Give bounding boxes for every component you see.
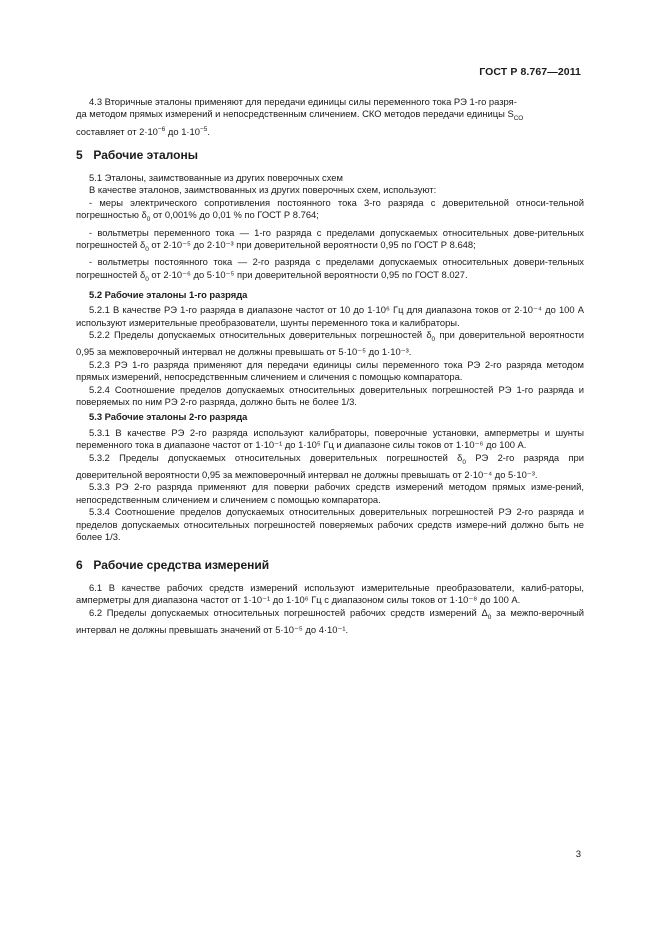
para-4-3-line2: да методом прямых измерений и непосредственным сличением. СКО методов передачи единицы S [76,108,514,120]
para-5-1: 5.1 Эталоны, заимствованные из других поверочных схем [89,172,343,183]
document-header: ГОСТ Р 8.767—2011 [479,66,581,78]
para-6-1: 6.1 В качестве рабочих средств измерений используют измерительные преобразователи, калиб-раторы, амперметры для диапазона частот от 1·10⁻¹ до 1·10⁶ Гц с диапазоном силы токов от 1·10⁻⁸ до 100 А. [76,582,584,606]
para-5-2-3: 5.2.3 РЭ 1-го разряда применяют для передачи единицы силы переменного тока РЭ 2-го разряда методом прямых измерений, непосредственным сличением и сличения с помощью компаратора. [76,358,584,383]
para-5-3-4: 5.3.4 Соотношение пределов допускаемых относительных доверительных погрешностей РЭ 2-го разряда и пределов допускаемых относительных погрешностей поверяемых рабочих средств измере-ний должно быть не более 1/3. [76,506,584,542]
section-6-number: 6 [76,558,83,572]
section-5-title: Рабочие эталоны [93,148,198,162]
para-5-2-2: 5.2.2 Пределы допускаемых относительных доверительных погрешностей $\delta_0$ при доверительной вероятности 0,95 за межповерочный интервал не должны превышать от 5·10⁻⁵ до 1·10⁻³. [76,329,584,358]
page-number: 3 [575,849,581,860]
section-5-body [76,172,584,543]
para-5-2-4: 5.2.4 Соотношение пределов допускаемых относительных доверительных погрешностей РЭ 1-го разряда и поверяемых по ним РЭ 2-го разряда, должно быть не более 1/3. [76,383,584,407]
section-6-title: Рабочие средства измерений [93,558,270,572]
section-6-heading [76,558,269,572]
para-4-3-line1: 4.3 Вторичные эталоны применяют для передачи единицы силы переменного тока РЭ 1-го разря- [89,96,517,107]
list-item-1: - меры электрического сопротивления постоянного тока 3-го разряда с доверительной относи-тельной погрешностью $\delta_0$ от 0,001% до 0,01 % по ГОСТ Р 8.764; [76,196,584,224]
subsection-5-3-heading: 5.3 Рабочие эталоны 2-го разряда [89,411,248,423]
para-5-3-3: 5.3.3 РЭ 2-го разряда применяют для поверки рабочих средств измерений методом прямых изме-рений, непосредственным сличением и сличением с помощью компаратора. [76,481,584,505]
para-4-3-line3a: составляет от 2·10 [76,125,158,137]
list-item-2: - вольтметры переменного тока — 1-го разряда с пределами допускаемых относительных дове-рительных погрешностей $\delta_0$ от 2·10⁻⁵ до 2·10⁻³ при доверительной вероятности 0,95 по ГОСТ Р 8.648; [76,226,584,253]
para-5-2-1: 5.2.1 В качестве РЭ 1-го разряда в диапазоне частот от 10 до 1·10⁶ Гц для диапазона токов от 2·10⁻⁴ до 100 А используют измерительные преобразователи, шунты переменного тока и калибраторы. [76,304,584,328]
paragraph-4-3: 4.3 Вторичные эталоны применяют для передачи единицы силы переменного тока РЭ 1-го разря- да методом прямых измерений и непосредственным сличением. СКО методов передачи единицы $S_{СО}$ составляет от $2\cdot 10^{-6}$ до $1\cdot 10^{-5}$. [76,96,524,137]
section-5-number: 5 [76,148,83,162]
para-5-3-1: 5.3.1 В качестве РЭ 2-го разряда используют калибраторы, поверочные установки, амперметры и шунты переменного тока в диапазоне частот от 1·10⁻¹ до 1·10⁵ Гц и диапазоне силы токов от 1·10⁻⁶ до 100 А. [76,426,584,451]
para-5-1-intro: В качестве эталонов, заимствованных из других поверочных схем, используют: [89,184,437,196]
para-4-3-line3b: до 1·10 [165,125,200,137]
subsection-5-2-heading: 5.2 Рабочие эталоны 1-го разряда [89,288,248,300]
subscript-co: СО [513,115,524,123]
section-5-heading [76,148,198,162]
para-6-2: 6.2 Пределы допускаемых относительных погрешностей рабочих средств измерений $\Delta_0$ за межпо-верочный интервал не должны превышать значений от 5·10⁻⁵ до 4·10⁻¹. [76,606,584,636]
section-6-body [76,582,584,637]
para-5-3-2: 5.3.2 Пределы допускаемых относительных доверительных погрешностей $\delta_0$ РЭ 2-го разряда при доверительной вероятности 0,95 за межповерочный интервал не должны превышать от 2·10⁻⁴ до 5·10⁻³. [76,451,584,480]
list-item-3: - вольтметры постоянного тока — 2-го разряда с пределами допускаемых относительных довери-тельных погрешностей $\delta_0$ от 2·10⁻⁶ до 5·10⁻⁵ при доверительной вероятности 0,95 по ГОСТ 8.027. [76,256,584,283]
